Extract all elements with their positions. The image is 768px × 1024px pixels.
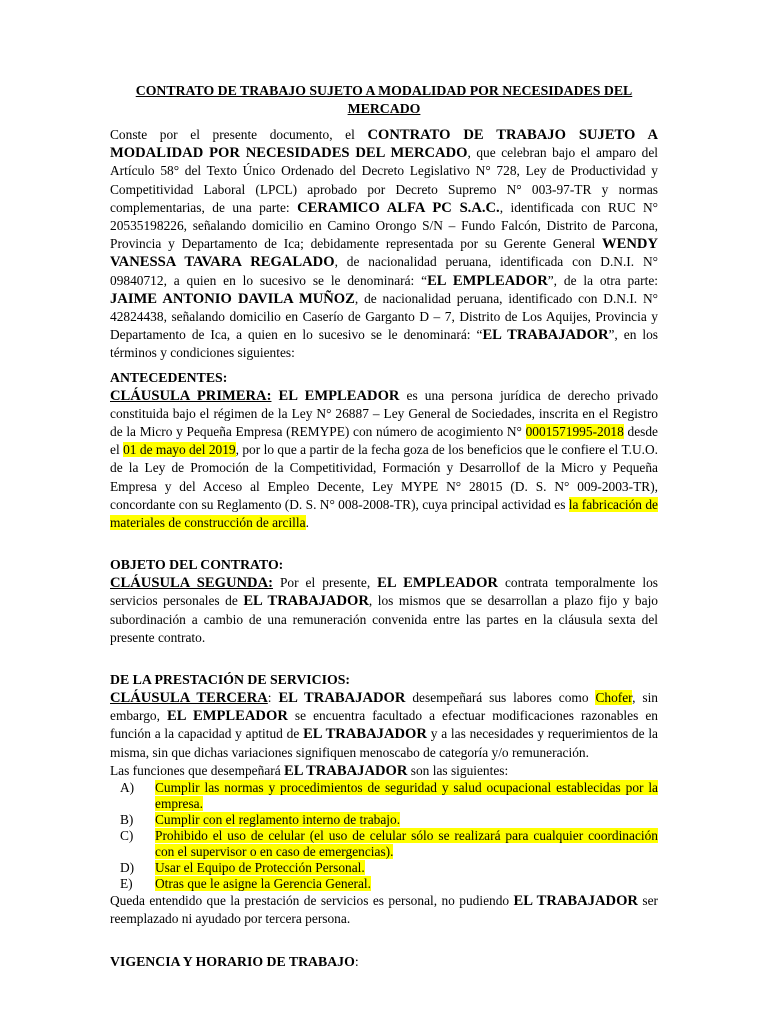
employer-term: EL EMPLEADOR [377, 575, 498, 592]
functions-intro [110, 762, 658, 780]
list-marker: C) [120, 828, 134, 844]
intro-text: , que celebran bajo el amparo del Artículo 58° del Texto Único Ordenado del Decreto Legislativo N° 728, Ley de Productividad y Competitividad Laboral (LPCL) aprobado por Decreto Supremo N° 003-97-TR y normas complementarias, de una parte: [110, 145, 659, 215]
worker-name: JAIME ANTONIO DAVILA MUÑOZ [110, 290, 355, 307]
clause-text: : [267, 690, 279, 706]
list-item [120, 780, 658, 812]
highlighted-text: la fabricación de materiales de construcción de arcilla [110, 496, 658, 531]
clause-tercera [110, 689, 658, 762]
worker-term: EL TRABAJADOR [482, 327, 609, 344]
clause-text: se encuentra facultado a efectuar modificaciones razonables en función a la capacidad y aptitud de [110, 708, 658, 742]
closing-paragraph [110, 892, 658, 928]
list-marker: D) [120, 860, 135, 876]
clause-text: Queda entendido que la prestación de servicios es personal, no pudiendo [110, 893, 514, 909]
heading-text: VIGENCIA Y HORARIO DE TRABAJO [110, 953, 355, 969]
section-heading-objeto: OBJETO DEL CONTRATO: [110, 557, 284, 573]
clause-text: ser reemplazado ni ayudado por tercera persona. [110, 893, 658, 927]
spacer [110, 647, 658, 665]
clause-text: desde el [110, 424, 658, 458]
highlighted-text: Chofer [595, 690, 633, 706]
clause-text: son las siguientes: [407, 762, 509, 778]
functions-list [120, 780, 658, 892]
highlighted-text: 01 de mayo del 2019 [123, 442, 236, 458]
highlighted-text: 0001571995-2018 [525, 424, 624, 440]
list-item-text: Prohibido el uso de celular (el uso de celular sólo se realizará para cualquier coordinación con el supervisor o en caso de emergencias). [155, 828, 658, 860]
employer-term: EL EMPLEADOR [167, 708, 288, 725]
list-item-text: Cumplir con el reglamento interno de trabajo. [155, 812, 401, 828]
clause-label: CLÁUSULA PRIMERA: [110, 387, 272, 404]
intro-text: Conste por el presente documento, el [110, 127, 368, 142]
manager-name: WENDY VANESSA TAVARA REGALADO [110, 236, 658, 271]
employer-term: EL EMPLEADOR [278, 387, 400, 404]
clause-primera [110, 387, 658, 533]
clause-text: contrata temporalmente los servicios personales de [110, 575, 658, 609]
list-item [120, 828, 658, 860]
document-title: CONTRATO DE TRABAJO SUJETO A MODALIDAD POR NECESIDADES DEL MERCADO [135, 83, 633, 116]
section-heading-vigencia [110, 953, 658, 971]
list-marker: B) [120, 812, 134, 828]
intro-paragraph [110, 126, 658, 363]
clause-label: CLÁUSULA TERCERA [110, 690, 268, 707]
clause-text: , sin embargo, [110, 690, 659, 724]
list-marker: E) [120, 876, 133, 892]
worker-term: EL TRABAJADOR [303, 726, 427, 743]
clause-text: , los mismos que se desarrollan a plazo fijo y bajo subordinación a cambio de una remuneración convenida entre las partes en la cláusula sexta del presente contrato. [110, 593, 658, 645]
clause-text: Por el presente, [272, 575, 378, 591]
company-name: CERAMICO ALFA PC S.A.C. [297, 199, 500, 216]
list-item [120, 876, 658, 892]
list-item [120, 860, 658, 876]
clause-text: , por lo que a partir de la fecha goza de los beneficios que le confiere el T.U.O. de la Ley de Promoción de la Competitividad, Formación y Desarrollof de la Micro y Pequeña Empresa y del Acceso al Empleo Decente, Ley MYPE N° 28015 (D. S. N° 009-2003-TR), concordante con su Reglamento (D. S. N° 008-2008-TR), cuya principal actividad es [110, 442, 659, 512]
clause-text: desempeñará sus labores como [405, 690, 596, 706]
contract-name: CONTRATO DE TRABAJO SUJETO A MODALIDAD POR NECESIDADES DEL MERCADO [110, 127, 659, 162]
intro-text: , identificada con RUC N° 20535198226, señalando domicilio en Camino Orongo S/N – Fundo Falcón, Distrito de Parcona, Provincia y Departamento de Ica; debidamente representada por su Gerente General [110, 199, 658, 252]
spacer [110, 532, 658, 550]
section-heading-antecedentes: ANTECEDENTES: [110, 369, 228, 385]
worker-term: EL TRABAJADOR [278, 690, 406, 707]
worker-term: EL TRABAJADOR [513, 893, 638, 910]
clause-text: es una persona jurídica de derecho privado constituida bajo el régimen de la Ley N° 26887 – Ley General de Sociedades, inscrita en el Registro de la Micro y Pequeña Empresa (REMYPE) con número de acogimiento N° [110, 387, 659, 440]
list-item [120, 812, 658, 828]
clause-text: y a las necesidades y requerimientos de la misma, sin que dichas variaciones signifiquen menoscabo de categoría y/o remuneración. [110, 726, 658, 760]
heading-colon: : [354, 953, 359, 969]
clause-segunda [110, 574, 658, 647]
clause-label: CLÁUSULA SEGUNDA: [110, 575, 273, 592]
intro-text: , de nacionalidad peruana, identificada con D.N.I. N° 09840712, a quien en lo sucesivo se le denominará: “ [110, 254, 658, 288]
intro-text: ”, de la otra parte: [547, 272, 659, 288]
list-marker: A) [120, 780, 135, 796]
worker-term: EL TRABAJADOR [243, 593, 369, 610]
intro-text: ”, en los términos y condiciones siguientes: [110, 327, 658, 361]
clause-text: Las funciones que desempeñará [110, 762, 285, 778]
worker-term: EL TRABAJADOR [284, 762, 408, 779]
employer-term: EL EMPLEADOR [427, 272, 548, 289]
spacer [110, 929, 658, 947]
clause-text: . [305, 515, 309, 531]
list-item-text: Usar el Equipo de Protección Personal. [155, 860, 365, 876]
section-heading-prestacion: DE LA PRESTACIÓN DE SERVICIOS: [110, 672, 350, 688]
list-item-text: Cumplir las normas y procedimientos de seguridad y salud ocupacional establecidas por la empresa. [155, 780, 658, 812]
list-item-text: Otras que le asigne la Gerencia General. [155, 876, 372, 892]
intro-text: , de nacionalidad peruana, identificado con D.N.I. N° 42824438, señalando domicilio en Caserío de Garganto D – 7, Distrito de Los Aquijes, Provincia y Departamento de Ica, a quien en lo sucesivo se le denominará: “ [110, 290, 658, 343]
